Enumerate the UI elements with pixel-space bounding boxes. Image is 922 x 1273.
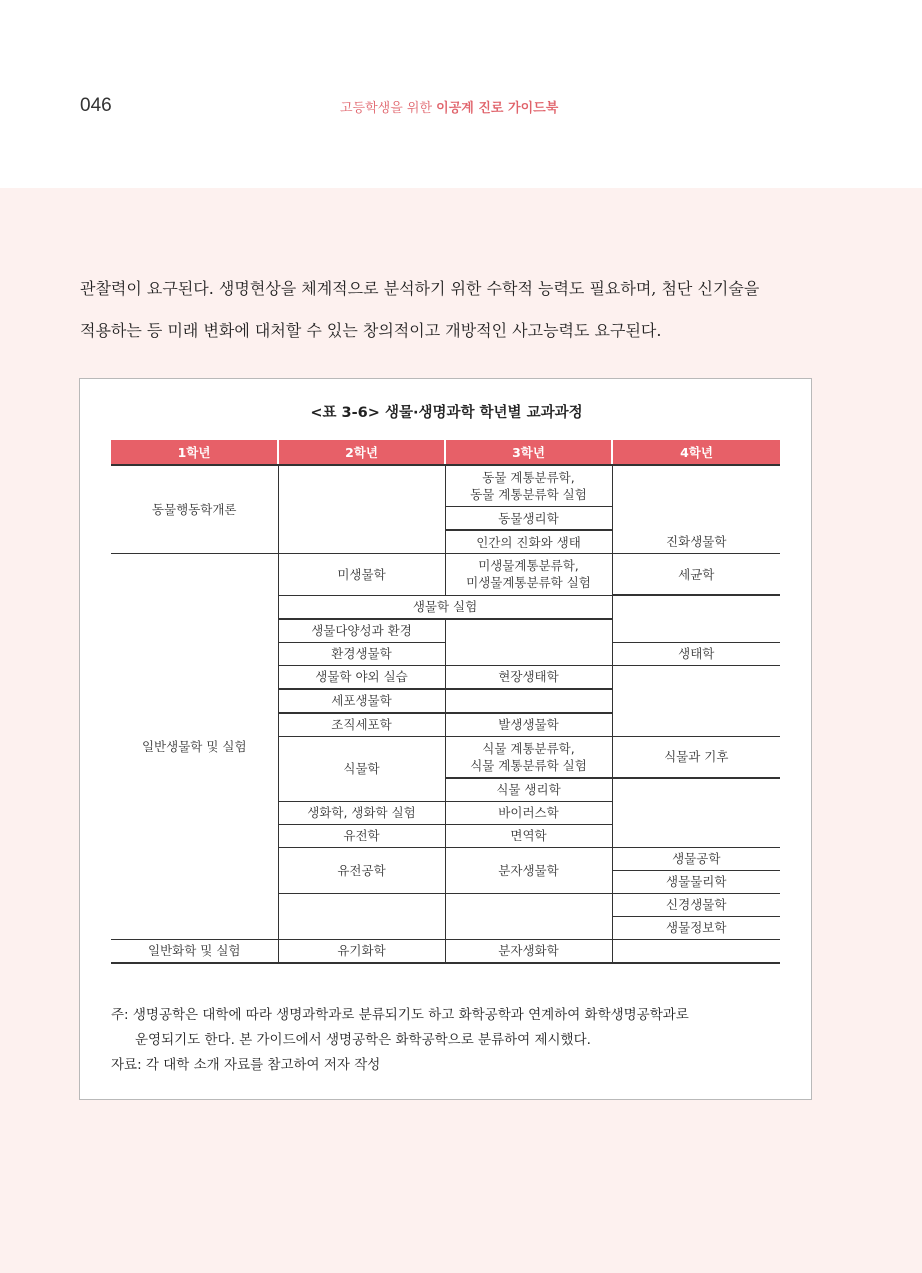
header-year-4: 4학년 bbox=[612, 440, 780, 465]
curriculum-table bbox=[111, 440, 780, 964]
course-cell: 식물 생리학 bbox=[445, 778, 612, 802]
course-cell: 신경생물학 bbox=[612, 893, 780, 916]
course-cell: 환경생물학 bbox=[278, 642, 445, 665]
course-cell: 생태학 bbox=[612, 642, 780, 665]
empty-cell bbox=[612, 939, 780, 963]
course-cell: 유기화학 bbox=[278, 939, 445, 963]
empty-cell bbox=[445, 619, 612, 666]
header-year-1: 1학년 bbox=[111, 440, 278, 465]
course-cell: 생물다양성과 환경 bbox=[278, 619, 445, 643]
course-cell: 발생생물학 bbox=[445, 713, 612, 737]
course-line: 동물 계통분류학 실험 bbox=[470, 487, 587, 502]
course-line: 식물 계통분류학 실험 bbox=[470, 757, 587, 773]
running-head bbox=[340, 97, 558, 116]
course-cell bbox=[445, 465, 612, 507]
course-cell: 생물정보학 bbox=[612, 916, 780, 939]
table-notes bbox=[111, 1003, 801, 1078]
table-row bbox=[111, 554, 780, 596]
body-line: 관찰력이 요구된다. 생명현상을 체계적으로 분석하기 위한 수학적 능력도 필요하며, 첨단 신기술을 bbox=[80, 279, 760, 298]
course-cell: 분자생화학 bbox=[445, 939, 612, 963]
page-number: 046 bbox=[80, 95, 112, 116]
course-cell: 면역학 bbox=[445, 824, 612, 847]
course-cell: 분자생물학 bbox=[445, 847, 612, 893]
course-line: 동물 계통분류학, bbox=[482, 470, 575, 485]
empty-cell bbox=[612, 665, 780, 736]
table-row bbox=[111, 939, 780, 963]
body-line: 적용하는 등 미래 변화에 대처할 수 있는 창의적이고 개방적인 사고능력도 요구된다. bbox=[80, 321, 662, 340]
body-paragraph bbox=[80, 268, 822, 352]
header-year-2: 2학년 bbox=[278, 440, 445, 465]
course-cell: 미생물학 bbox=[278, 554, 445, 596]
table-row bbox=[111, 465, 780, 507]
course-cell: 일반화학 및 실험 bbox=[111, 939, 278, 963]
course-cell: 세포생물학 bbox=[278, 689, 445, 713]
course-cell: 식물과 기후 bbox=[612, 736, 780, 778]
table-header-row bbox=[111, 440, 780, 465]
course-cell: 인간의 진화와 생태 bbox=[445, 530, 612, 554]
course-cell: 조직세포학 bbox=[278, 713, 445, 737]
empty-cell bbox=[612, 595, 780, 642]
course-cell: 생물학 야외 실습 bbox=[278, 665, 445, 689]
course-cell bbox=[445, 554, 612, 596]
course-cell: 생화학, 생화학 실험 bbox=[278, 801, 445, 824]
curriculum-table-box bbox=[79, 378, 812, 1100]
course-cell: 일반생물학 및 실험 bbox=[111, 554, 278, 940]
course-cell: 진화생물학 bbox=[612, 530, 780, 554]
empty-cell bbox=[445, 893, 612, 939]
empty-cell bbox=[278, 465, 445, 554]
course-cell: 바이러스학 bbox=[445, 801, 612, 824]
empty-cell bbox=[445, 689, 612, 713]
empty-cell bbox=[612, 465, 780, 530]
course-cell: 식물학 bbox=[278, 736, 445, 801]
course-cell bbox=[445, 736, 612, 778]
header-year-3: 3학년 bbox=[445, 440, 612, 465]
course-cell: 유전학 bbox=[278, 824, 445, 847]
source-line: 자료: 각 대학 소개 자료를 참고하여 저자 작성 bbox=[111, 1057, 381, 1073]
table-caption: <표 3-6> 생물·생명과학 학년별 교과과정 bbox=[310, 405, 583, 421]
empty-cell bbox=[612, 778, 780, 848]
course-cell: 동물생리학 bbox=[445, 507, 612, 531]
course-line: 미생물계통분류학, bbox=[478, 558, 579, 574]
running-head-prefix: 고등학생을 위한 bbox=[340, 101, 437, 116]
course-cell: 생물물리학 bbox=[612, 870, 780, 893]
course-line: 미생물계통분류학 실험 bbox=[466, 575, 591, 591]
empty-cell bbox=[278, 893, 445, 939]
course-cell: 유전공학 bbox=[278, 847, 445, 893]
running-head-title: 이공계 진로 가이드북 bbox=[436, 101, 559, 116]
course-cell: 세균학 bbox=[612, 554, 780, 596]
course-line: 식물 계통분류학, bbox=[482, 740, 575, 756]
course-cell: 동물행동학개론 bbox=[111, 465, 278, 554]
course-cell: 현장생태학 bbox=[445, 665, 612, 689]
course-cell: 생물학 실험 bbox=[278, 595, 612, 619]
note-line: 운영되기도 한다. 본 가이드에서 생명공학은 화학공학으로 분류하여 제시했다. bbox=[135, 1032, 591, 1048]
note-line: 주: 생명공학은 대학에 따라 생명과학과로 분류되기도 하고 화학공학과 연계하여 화학생명공학과로 bbox=[111, 1007, 689, 1023]
course-cell: 생물공학 bbox=[612, 847, 780, 870]
